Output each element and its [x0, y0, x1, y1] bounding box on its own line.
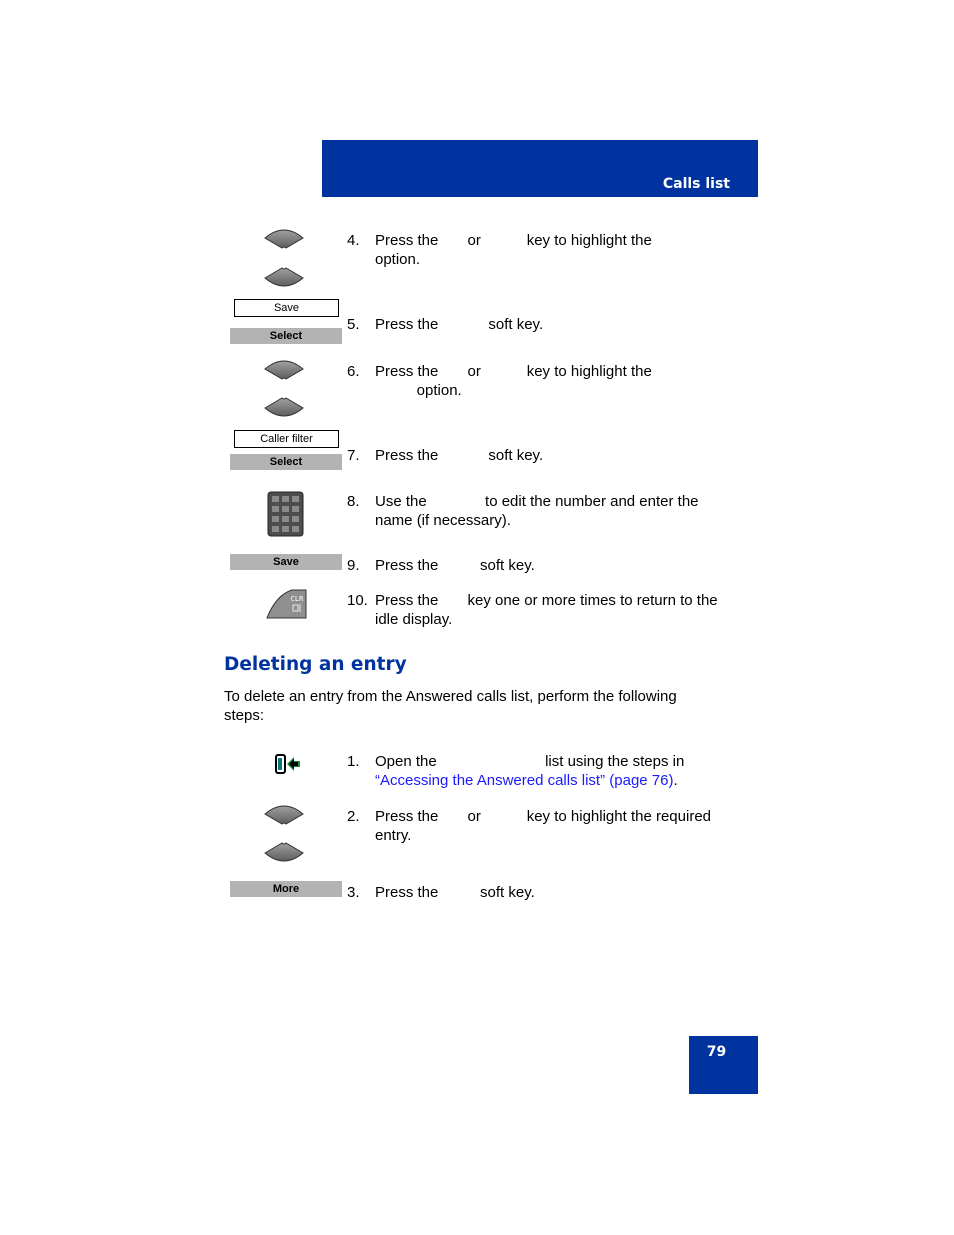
nav-up-key-icon [264, 226, 306, 252]
keypad-icon [268, 492, 304, 537]
more-softkey[interactable]: More [230, 881, 342, 897]
section-title: Deleting an entry [224, 654, 407, 675]
bottom-step-3: 3. Press the soft key. [347, 884, 535, 901]
select-softkey[interactable]: Select [230, 454, 342, 470]
clr-key-icon [266, 589, 308, 619]
page-number-box [689, 1036, 758, 1094]
step-7: 7. Press the soft key. [347, 447, 544, 464]
accessing-answered-calls-link[interactable]: “Accessing the Answered calls list” (page 76) [375, 772, 674, 789]
step-8: 8. Use the to edit the number and enter the name (if necessary). [347, 493, 699, 529]
lcd-caller-filter-option: Caller filter [234, 430, 339, 448]
header-bar [322, 140, 758, 197]
lcd-save-option: Save [234, 299, 339, 317]
header-title: Calls list [662, 176, 730, 192]
page-number: 79 [706, 1044, 727, 1060]
answered-calls-icon [275, 753, 301, 775]
step-4: 4. Press the or key to highlight the option. [347, 232, 652, 268]
nav-down-key-icon [264, 396, 306, 422]
step-10: 10. Press the key one or more times to return to the idle display. [347, 592, 718, 628]
step-5: 5. Press the soft key. [347, 316, 544, 333]
nav-up-key-icon [264, 802, 306, 828]
bottom-step-2: 2. Press the or key to highlight the required entry. [347, 808, 711, 844]
step-9: 9. Press the soft key. [347, 557, 535, 574]
save-softkey[interactable]: Save [230, 554, 342, 570]
nav-up-key-icon [264, 357, 306, 383]
clr-key-label: CLR [290, 595, 304, 603]
nav-down-key-icon [264, 841, 306, 867]
section-intro: To delete an entry from the Answered calls list, perform the following steps: [224, 688, 677, 724]
step-6: 6. Press the or key to highlight the option. [347, 363, 652, 399]
select-softkey[interactable]: Select [230, 328, 342, 344]
nav-down-key-icon [264, 266, 306, 292]
bottom-step-1: 1. Open the list using the steps in “Accessing the Answered calls list” (page 76). [347, 753, 685, 789]
